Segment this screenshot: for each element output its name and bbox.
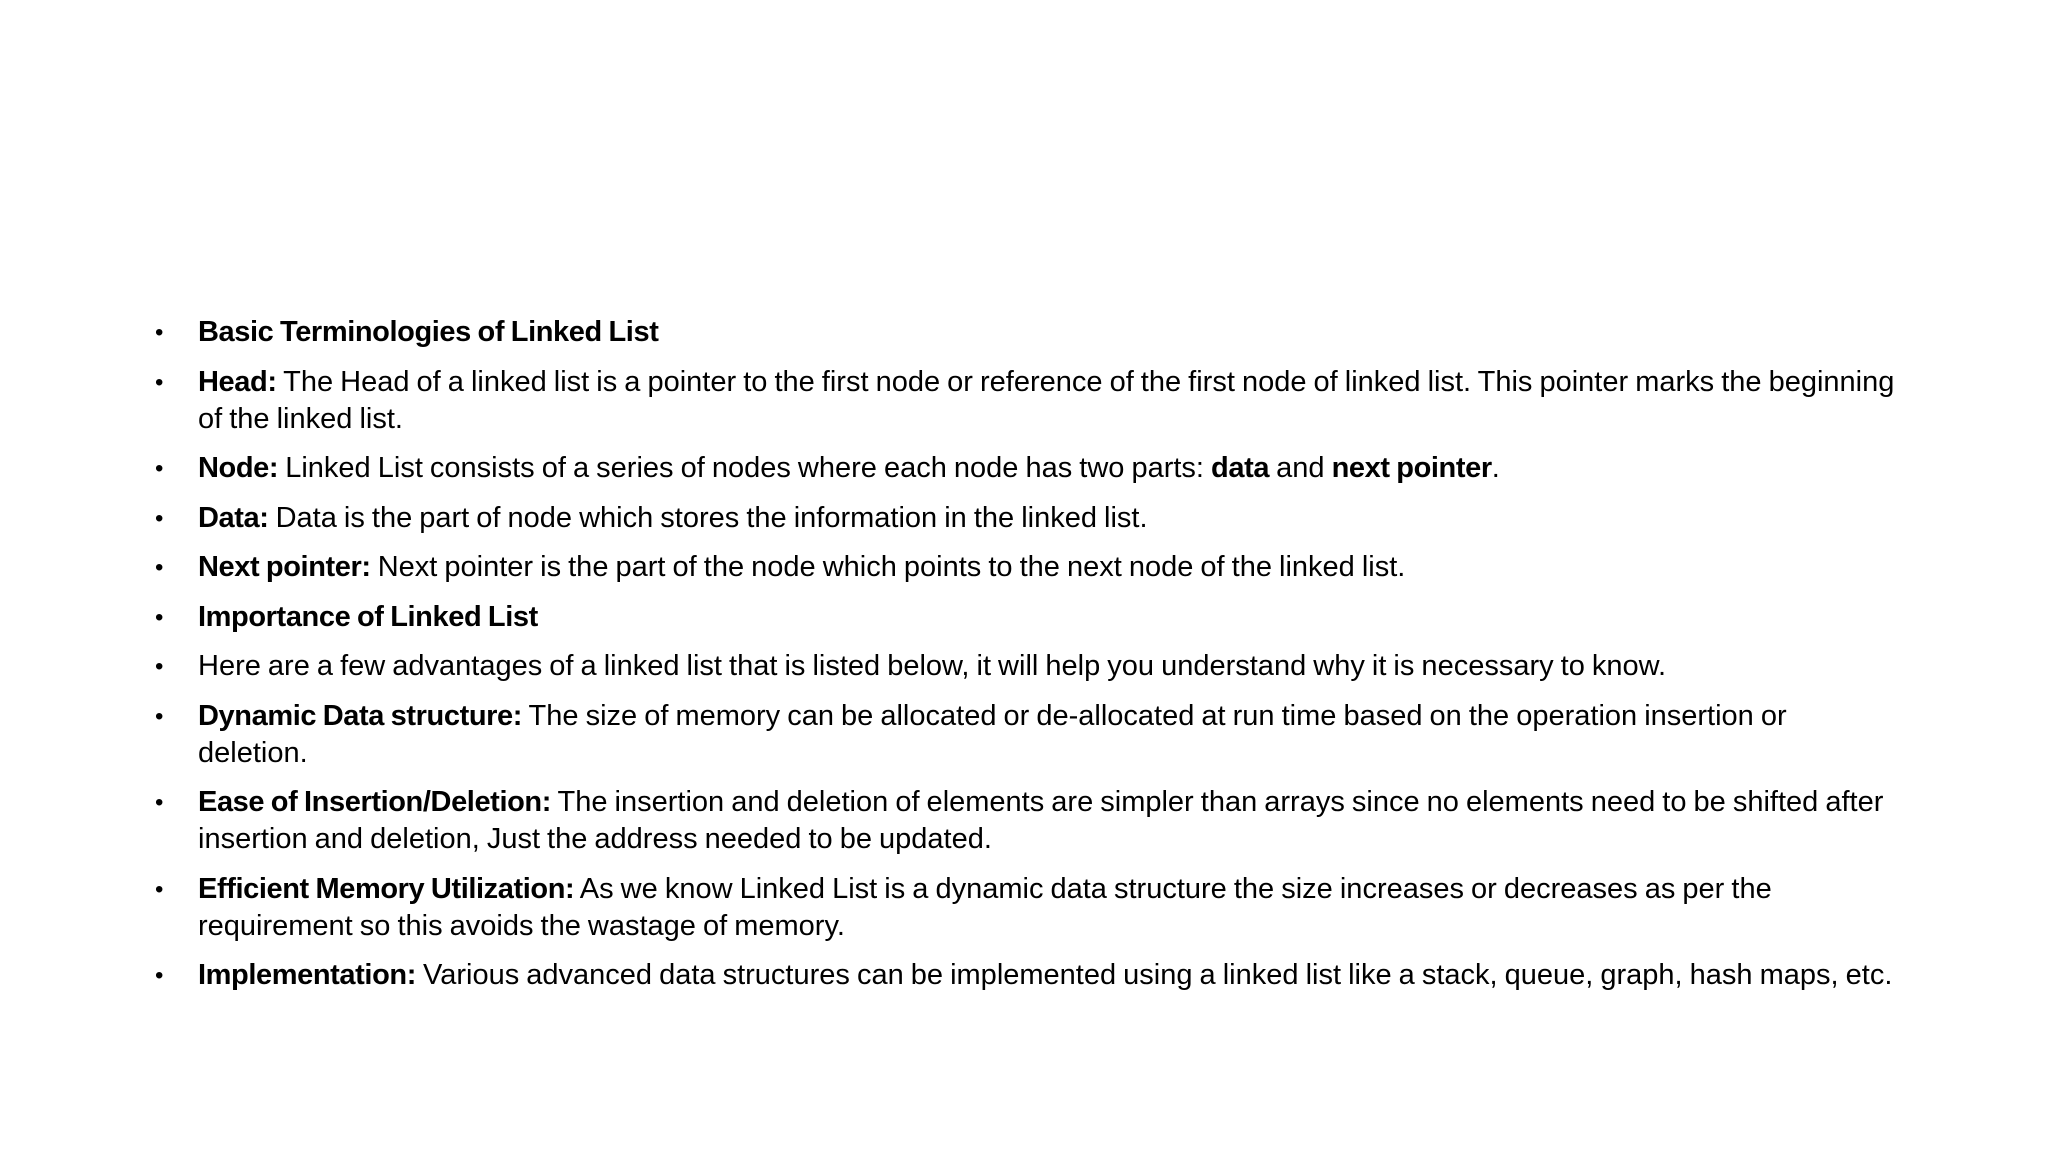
list-item	[155, 314, 1900, 351]
term-next-pointer-inline: next pointer	[1331, 452, 1492, 484]
list-item	[155, 549, 1900, 586]
definition-ease-of-insertion: The insertion and deletion of elements are simpler than arrays since no elements need to be shifted after insertion and deletion, Just the address needed to be updated.	[198, 786, 1884, 855]
term-ease-of-insertion: Ease of Insertion/Deletion:	[198, 786, 551, 818]
term-implementation: Implementation:	[198, 959, 416, 991]
term-node: Node:	[198, 452, 279, 484]
bullet-icon: •	[155, 789, 164, 816]
list-item	[155, 599, 1900, 636]
definition-node: Linked List consists of a series of nodes where each node has two parts:	[278, 452, 1212, 484]
list-item	[155, 500, 1900, 537]
definition-node-end: .	[1491, 452, 1500, 484]
bullet-list	[155, 314, 1900, 1007]
bullet-icon: •	[155, 319, 164, 346]
bullet-icon: •	[155, 603, 164, 631]
bullet-icon: •	[155, 504, 164, 532]
bullet-icon: •	[155, 554, 164, 581]
list-item	[155, 698, 1900, 772]
advantages-intro: Here are a few advantages of a linked list that is listed below, it will help you understand why it is necessary to know.	[198, 650, 1667, 682]
definition-dynamic-data-structure: The size of memory can be allocated or de-allocated at run time based on the operation insertion or deletion.	[198, 699, 1787, 769]
list-item	[155, 871, 1900, 945]
term-head: Head:	[198, 365, 277, 398]
list-item	[155, 648, 1900, 685]
list-item	[155, 450, 1900, 487]
bullet-icon: •	[155, 368, 164, 396]
bullet-icon: •	[155, 653, 164, 680]
definition-data: Data is the part of node which stores the information in the linked list.	[268, 501, 1148, 534]
definition-next-pointer: Next pointer is the part of the node which points to the next node of the linked list.	[370, 551, 1406, 583]
bullet-icon: •	[155, 875, 164, 903]
list-item	[155, 784, 1900, 858]
term-efficient-memory: Efficient Memory Utilization:	[198, 872, 575, 905]
heading-basic-terminologies: Basic Terminologies of Linked List	[198, 316, 659, 348]
term-next-pointer: Next pointer:	[198, 551, 371, 583]
bullet-icon: •	[155, 962, 164, 989]
bullet-icon: •	[155, 455, 164, 482]
definition-node-and: and	[1269, 452, 1332, 484]
bullet-icon: •	[155, 702, 164, 730]
list-item	[155, 957, 1900, 994]
heading-importance: Importance of Linked List	[198, 600, 538, 633]
definition-implementation: Various advanced data structures can be implemented using a linked list like a stack, queue, graph, hash maps, etc.	[415, 959, 1893, 991]
list-item	[155, 364, 1900, 438]
term-data-inline: data	[1211, 452, 1270, 484]
definition-head: The Head of a linked list is a pointer to the first node or reference of the first node of linked list. This pointer marks the beginning of the linked list.	[198, 365, 1895, 435]
term-dynamic-data-structure: Dynamic Data structure:	[198, 699, 523, 732]
definition-efficient-memory: As we know Linked List is a dynamic data structure the size increases or decreases as per the requirement so this avoids the wastage of memory.	[198, 872, 1772, 942]
term-data: Data:	[198, 501, 269, 534]
